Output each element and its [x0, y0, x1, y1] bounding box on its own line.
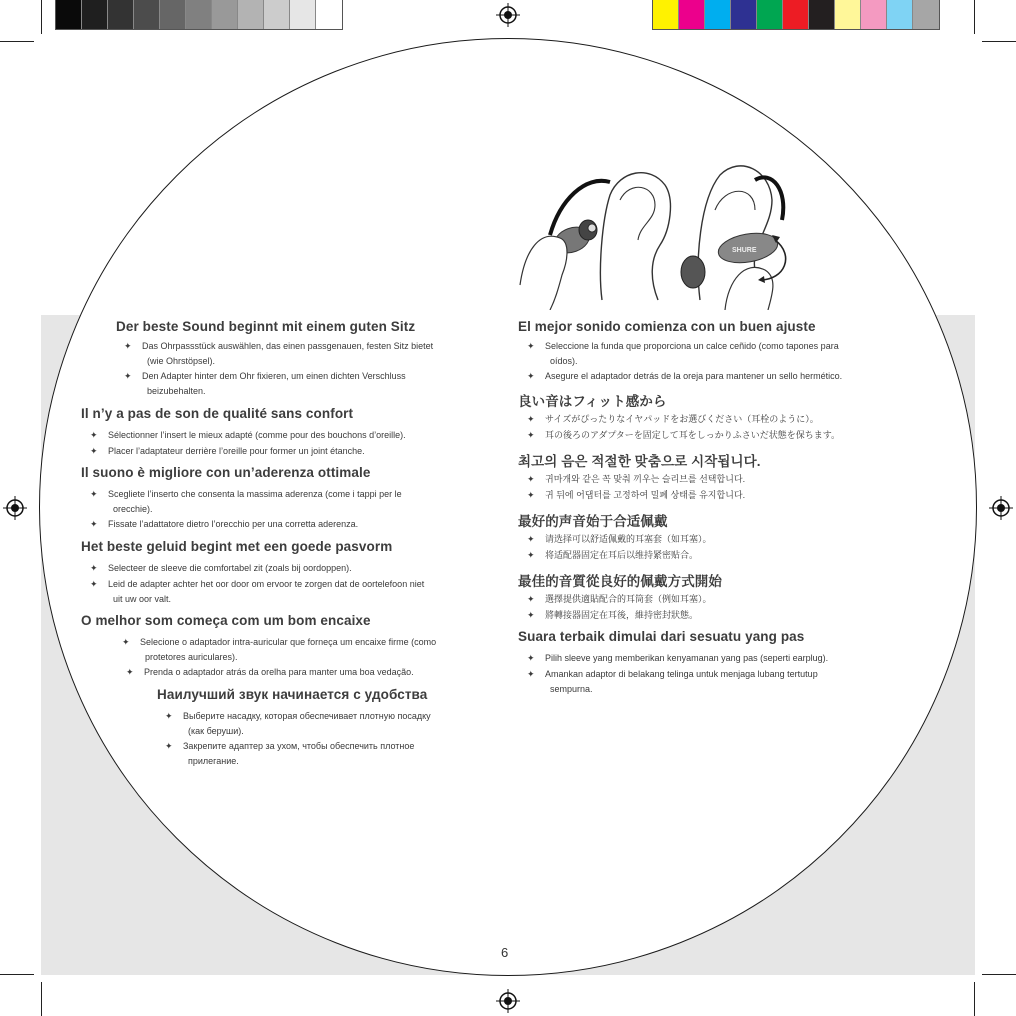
bullet-icon: ✦: [90, 489, 98, 499]
item-text: 请选择可以舒适佩戴的耳塞套（如耳塞）。: [545, 534, 712, 544]
bullet-icon: ✦: [527, 371, 535, 381]
item-text: beizubehalten.: [147, 386, 206, 396]
item-text: サイズがぴったりなイヤパッドをお選びください（耳栓のように）。: [545, 414, 819, 424]
bullet-icon: ✦: [90, 430, 98, 440]
bullet-icon: ✦: [527, 653, 535, 663]
list-item: [90, 561, 505, 576]
gray-swatch: [212, 0, 238, 29]
heading-de: Der beste Sound beginnt mit einem guten Sitz: [116, 319, 416, 334]
list-item: [122, 635, 507, 665]
gray-swatch: [82, 0, 108, 29]
item-text: 將轉接器固定在耳後，維持密封狀態。: [545, 610, 699, 620]
list-item: [527, 369, 917, 384]
list-item: [527, 488, 917, 503]
color-swatch: [835, 0, 861, 29]
color-swatch: [731, 0, 757, 29]
color-swatch: [757, 0, 783, 29]
item-text: Pilih sleeve yang memberikan kenyamanan yang pas (seperti earplug).: [545, 653, 829, 663]
crop-mark: [982, 41, 1016, 42]
bullet-icon: ✦: [527, 341, 535, 351]
bullet-icon: ✦: [527, 610, 535, 620]
bullet-icon: ✦: [90, 563, 98, 573]
item-text: (wie Ohrstöpsel).: [147, 356, 216, 366]
item-text: 귀 뒤에 어댑터를 고정하여 밀폐 상태를 유지합니다.: [545, 490, 746, 500]
item-text: Sélectionner l’insert le mieux adapté (comme pour des bouchons d’oreille).: [108, 430, 406, 440]
item-text: Selecteer de sleeve die comfortabel zit (zoals bij oordoppen).: [108, 563, 352, 573]
earphone-fit-illustration: [510, 160, 800, 310]
item-text: 耳の後ろのアダプターを固定して耳をしっかりふさいだ状態を保ちます。: [545, 430, 841, 440]
item-text: Leid de adapter achter het oor door om ervoor te zorgen dat de oortelefoon niet: [108, 579, 425, 589]
item-text: Amankan adaptor di belakang telinga untuk menjaga lubang tertutup: [545, 669, 818, 679]
registration-mark-icon: [496, 989, 520, 1013]
bullet-icon: ✦: [90, 446, 98, 456]
item-text: Das Ohrpassstück auswählen, das einen passgenauen, festen Sitz bietet: [142, 341, 434, 351]
bullet-icon: ✦: [165, 741, 173, 751]
crop-mark: [0, 41, 34, 42]
color-swatch: [783, 0, 809, 29]
color-swatch: [679, 0, 705, 29]
color-swatch: [653, 0, 679, 29]
item-text: Placer l’adaptateur derrière l’oreille pour former un joint étanche.: [108, 446, 365, 456]
item-text: 将适配器固定在耳后以维持紧密贴合。: [545, 550, 699, 560]
list-item: [126, 665, 506, 680]
registration-mark-icon: [496, 3, 520, 27]
heading-ja: 良い音はフィット感から: [518, 394, 667, 409]
grayscale-calibration-bar: [55, 0, 343, 30]
gray-swatch: [186, 0, 212, 29]
list-item: [165, 739, 500, 769]
item-text: Закрепите адаптер за ухом, чтобы обеспечить плотное: [183, 741, 415, 751]
bullet-icon: ✦: [124, 371, 132, 381]
heading-it: Il suono è migliore con un’aderenza ottimale: [81, 465, 371, 480]
crop-mark: [41, 982, 42, 1016]
heading-fr: Il n’y a pas de son de qualité sans confort: [81, 406, 354, 421]
bullet-icon: ✦: [124, 341, 132, 351]
bullet-icon: ✦: [165, 711, 173, 721]
item-text: uit uw oor valt.: [113, 594, 172, 604]
gray-swatch: [316, 0, 342, 29]
registration-mark-icon: [3, 496, 27, 520]
bullet-icon: ✦: [527, 414, 535, 424]
heading-es: El mejor sonido comienza con un buen ajuste: [518, 319, 816, 334]
item-text: orecchie).: [113, 504, 153, 514]
list-item: [527, 608, 917, 623]
item-text: Scegliete l’inserto che consenta la massima aderenza (come i tappi per le: [108, 489, 402, 499]
list-item: [527, 667, 917, 697]
item-text: 選擇提供適貼配合的耳筒套（例如耳塞）。: [545, 594, 712, 604]
heading-pt: O melhor som começa com um bom encaixe: [81, 613, 371, 628]
list-item: [90, 487, 500, 517]
gray-swatch: [238, 0, 264, 29]
list-item: [90, 517, 500, 532]
bullet-icon: ✦: [90, 579, 98, 589]
heading-zh-cn: 最好的声音始于合适佩戴: [518, 514, 668, 529]
crop-mark: [41, 0, 42, 34]
list-item: [527, 532, 917, 547]
color-swatch: [705, 0, 731, 29]
list-item: [527, 472, 917, 487]
item-text: Selecione o adaptador intra-auricular que forneça um encaixe firme (como: [140, 637, 437, 647]
heading-id: Suara terbaik dimulai dari sesuatu yang pas: [518, 629, 805, 644]
bullet-icon: ✦: [90, 519, 98, 529]
bullet-icon: ✦: [527, 550, 535, 560]
list-item: [527, 592, 917, 607]
gray-swatch: [134, 0, 160, 29]
list-item: [90, 444, 500, 459]
color-swatch: [861, 0, 887, 29]
bullet-icon: ✦: [527, 430, 535, 440]
item-text: 귀마개와 같은 꼭 맞춰 끼우는 슬리브를 선택합니다.: [545, 474, 746, 484]
list-item: [527, 412, 917, 427]
list-item: [90, 428, 500, 443]
page-number: 6: [501, 945, 509, 960]
color-swatch: [887, 0, 913, 29]
item-text: Prenda o adaptador atrás da orelha para manter uma boa vedação.: [144, 667, 414, 677]
bullet-icon: ✦: [527, 594, 535, 604]
gray-swatch: [56, 0, 82, 29]
heading-nl: Het beste geluid begint met een goede pasvorm: [81, 539, 393, 554]
item-text: Выберите насадку, которая обеспечивает плотную посадку: [183, 711, 431, 721]
item-text: (как беруши).: [188, 726, 244, 736]
bullet-icon: ✦: [122, 637, 130, 647]
list-item: [124, 369, 504, 399]
gray-swatch: [264, 0, 290, 29]
list-item: [124, 339, 504, 369]
heading-ru: Наилучший звук начинается с удобства: [157, 687, 428, 702]
color-swatch: [913, 0, 939, 29]
item-text: Fissate l’adattatore dietro l’orecchio per una corretta aderenza.: [108, 519, 359, 529]
item-text: sempurna.: [550, 684, 593, 694]
heading-zh-tw: 最佳的音質從良好的佩戴方式開始: [518, 574, 722, 589]
list-item: [90, 577, 505, 607]
bullet-icon: ✦: [527, 669, 535, 679]
brand-label: SHURE: [732, 247, 757, 254]
item-text: protetores auriculares).: [145, 652, 238, 662]
bullet-icon: ✦: [527, 534, 535, 544]
color-calibration-bar: [652, 0, 940, 30]
item-text: Asegure el adaptador detrás de la oreja para mantener un sello hermético.: [545, 371, 843, 381]
crop-mark: [0, 974, 34, 975]
item-text: Seleccione la funda que proporciona un calce ceñido (como tapones para: [545, 341, 839, 351]
crop-mark: [982, 974, 1016, 975]
item-text: oídos).: [550, 356, 578, 366]
heading-ko: 최고의 음은 적절한 맞춤으로 시작됩니다.: [518, 454, 761, 469]
crop-mark: [974, 0, 975, 34]
bullet-icon: ✦: [527, 474, 535, 484]
color-swatch: [809, 0, 835, 29]
crop-mark: [974, 982, 975, 1016]
gray-swatch: [160, 0, 186, 29]
list-item: [165, 709, 500, 739]
bullet-icon: ✦: [126, 667, 134, 677]
list-item: [527, 548, 917, 563]
bullet-icon: ✦: [527, 490, 535, 500]
item-text: прилегание.: [188, 756, 239, 766]
registration-mark-icon: [989, 496, 1013, 520]
gray-swatch: [108, 0, 134, 29]
list-item: [527, 339, 917, 369]
list-item: [527, 428, 917, 443]
item-text: Den Adapter hinter dem Ohr fixieren, um einen dichten Verschluss: [142, 371, 406, 381]
gray-swatch: [290, 0, 316, 29]
list-item: [527, 651, 917, 666]
